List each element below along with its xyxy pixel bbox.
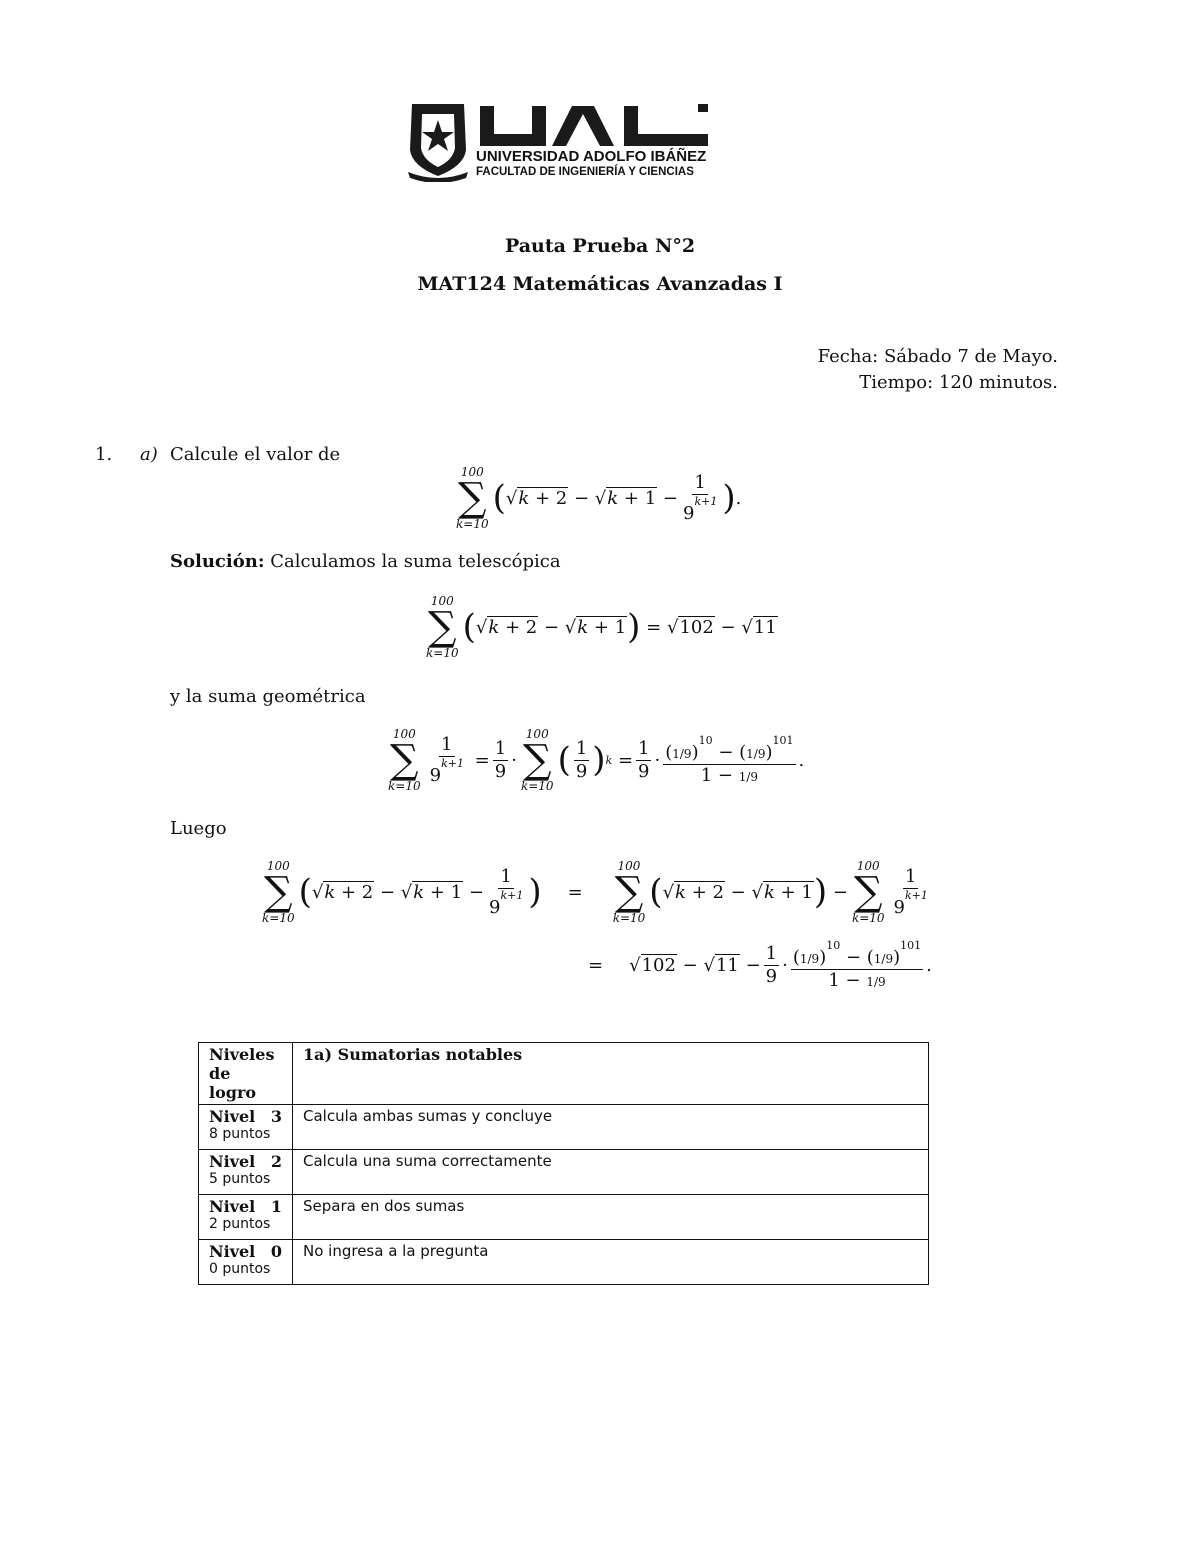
question-number: 1. — [95, 444, 113, 465]
university-name: UNIVERSIDAD ADOLFO IBÁÑEZ — [476, 148, 707, 165]
rubric-header-title: 1a) Sumatorias notables — [293, 1043, 929, 1105]
faculty-name: FACULTAD DE INGENIERÍA Y CIENCIAS — [476, 166, 694, 178]
solution-label: Solución: — [170, 551, 265, 572]
course-title: MAT124 Matemáticas Avanzadas I — [417, 273, 783, 295]
rubric-description: Separa en dos sumas — [293, 1195, 929, 1240]
rubric-header-levels: Niveles de logro — [199, 1043, 293, 1105]
equation-main: 100 ∑ k=10 ( √ k + 2 − √ k + 1 − $\frac{1}{9^{k+1}}$ ) . — [456, 465, 742, 531]
rubric-points: 5 puntos — [209, 1171, 271, 1187]
rubric-points: 2 puntos — [209, 1216, 271, 1232]
rubric-description: Calcula una suma correctamente — [293, 1150, 929, 1195]
university-logo — [408, 100, 718, 182]
rubric-points: 0 puntos — [209, 1261, 271, 1277]
rubric-row: Nivel 1 2 puntos Separa en dos sumas — [199, 1195, 929, 1240]
rubric-points: 8 puntos — [209, 1126, 271, 1142]
rubric-description: Calcula ambas sumas y concluye — [293, 1105, 929, 1150]
rubric-row: Nivel 2 5 puntos Calcula una suma correctamente — [199, 1150, 929, 1195]
solution-text: Calculamos la suma telescópica — [270, 551, 561, 572]
exam-time: Tiempo: 120 minutos. — [859, 372, 1058, 393]
question-part: a) — [140, 444, 158, 465]
solution-line — [170, 551, 561, 572]
page-title: Pauta Prueba N°2 — [504, 235, 696, 257]
equation-final-line1: 100 ∑ k=10 ( √ k + 2 − √ k + 1 − $\frac{1}{9^{k+1}}$ ) = 100 ∑ k=10 ( √ k + 2 − √ k + 1 ) − 100 ∑ k=10 $\frac{1}{9^{k+1}}$ — [262, 859, 928, 925]
geometric-text: y la suma geométrica — [170, 686, 366, 707]
equation-geometric: 100 ∑ k=10 $\frac{1}{9^{k+1}}$ = $\frac{1}{9}$ · 100 ∑ k=10 ( $\frac{1}{9}$ ) k = $\frac{1}{9}$ · $\frac{(1/9)^{10} - (1/9)^{101}}{1 - 1/9}$ . — [388, 727, 805, 793]
question-prompt: Calcule el valor de — [170, 444, 341, 465]
rubric-description: No ingresa a la pregunta — [293, 1240, 929, 1285]
rubric-row: Nivel 0 0 puntos No ingresa a la pregunta — [199, 1240, 929, 1285]
rubric-row: Nivel 3 8 puntos Calcula ambas sumas y concluye — [199, 1105, 929, 1150]
rubric-table — [198, 1042, 929, 1285]
equation-final-line2: = √ 102 − √ 11 − $\frac{1}{9}$ · $\frac{(1/9)^{10} - (1/9)^{101}}{1 - 1/9}$ . — [588, 939, 932, 991]
luego-text: Luego — [170, 818, 227, 839]
rubric-header-row — [199, 1043, 929, 1105]
equation-telescopic: 100 ∑ k=10 ( √ k + 2 − √ k + 1 ) = √ 102 − √ 11 — [426, 594, 777, 660]
exam-date: Fecha: Sábado 7 de Mayo. — [817, 346, 1058, 367]
